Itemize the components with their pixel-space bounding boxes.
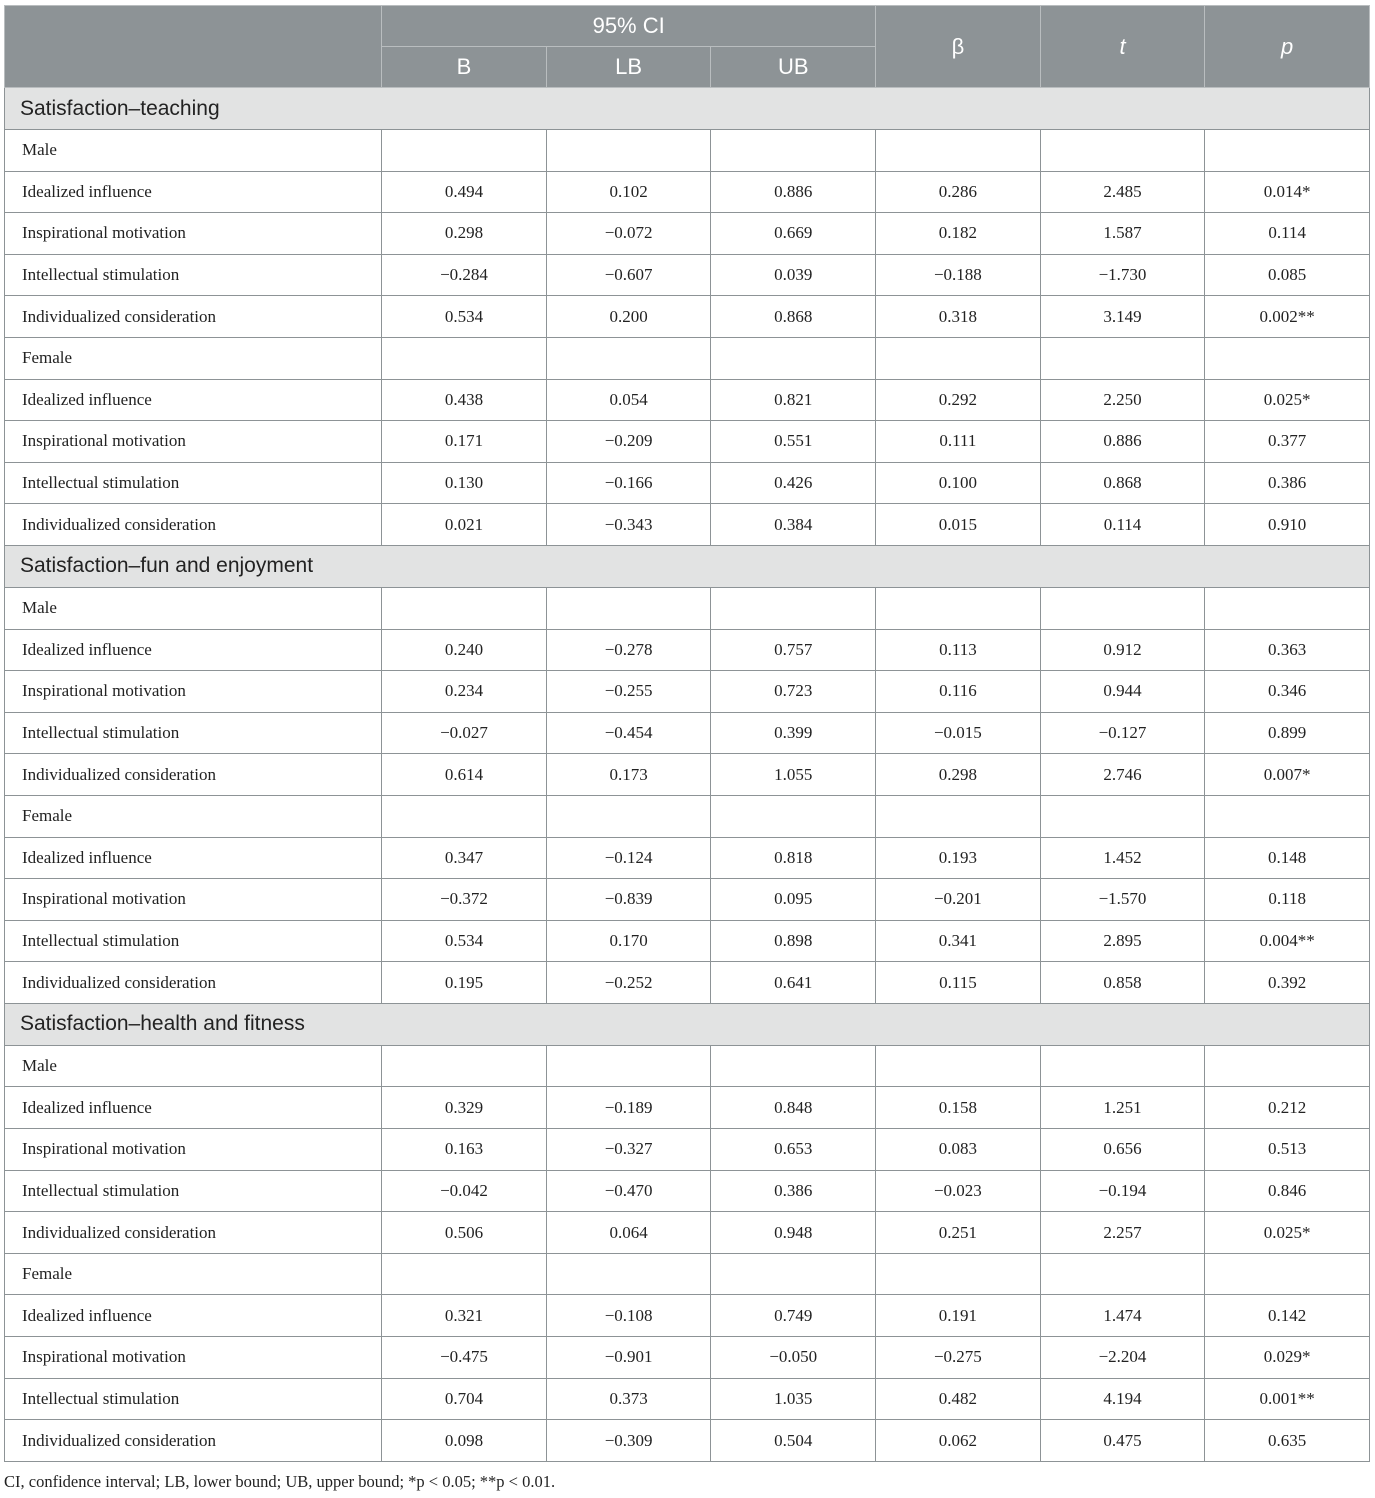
p-value: 0.899 [1205, 712, 1370, 754]
row-label: Inspirational motivation [5, 213, 382, 255]
lb-value: −0.189 [546, 1087, 711, 1129]
header-empty-cell [5, 6, 382, 88]
t-value: 0.944 [1040, 671, 1205, 713]
beta-value: 0.115 [876, 962, 1041, 1004]
p-value: 0.910 [1205, 504, 1370, 546]
row-label: Idealized influence [5, 629, 382, 671]
row-label: Inspirational motivation [5, 421, 382, 463]
table-row [5, 379, 1370, 421]
b-value: 0.321 [382, 1295, 547, 1337]
table-body [5, 88, 1370, 1462]
empty-cell [1040, 1253, 1205, 1295]
empty-cell [876, 130, 1041, 172]
lb-value: −0.839 [546, 879, 711, 921]
p-value: 0.029* [1205, 1337, 1370, 1379]
lb-value: −0.209 [546, 421, 711, 463]
section-title: Satisfaction–fun and enjoyment [5, 545, 1370, 587]
b-value: 0.506 [382, 1212, 547, 1254]
ub-value: 0.848 [711, 1087, 876, 1129]
table-row [5, 213, 1370, 255]
table-header [5, 6, 1370, 88]
p-value: 0.392 [1205, 962, 1370, 1004]
p-value: 0.513 [1205, 1129, 1370, 1171]
ub-value: 0.749 [711, 1295, 876, 1337]
t-value: 0.886 [1040, 421, 1205, 463]
p-value: 0.846 [1205, 1170, 1370, 1212]
row-label: Individualized consideration [5, 962, 382, 1004]
ub-value: 0.384 [711, 504, 876, 546]
beta-value: 0.100 [876, 462, 1041, 504]
t-value: −2.204 [1040, 1337, 1205, 1379]
row-label: Intellectual stimulation [5, 920, 382, 962]
empty-cell [711, 130, 876, 172]
lb-value: 0.373 [546, 1378, 711, 1420]
beta-value: 0.116 [876, 671, 1041, 713]
beta-value: −0.015 [876, 712, 1041, 754]
lb-value: −0.343 [546, 504, 711, 546]
section-header-row [5, 545, 1370, 587]
empty-cell [546, 337, 711, 379]
t-value: 2.895 [1040, 920, 1205, 962]
group-row [5, 130, 1370, 172]
lb-value: −0.454 [546, 712, 711, 754]
p-value: 0.142 [1205, 1295, 1370, 1337]
table-footnote: CI, confidence interval; LB, lower bound; UB, upper bound; *p < 0.05; **p < 0.01. [4, 1472, 556, 1491]
p-value: 0.118 [1205, 879, 1370, 921]
ub-value: 0.723 [711, 671, 876, 713]
t-value: 0.858 [1040, 962, 1205, 1004]
header-ub: UB [711, 47, 876, 88]
empty-cell [876, 795, 1041, 837]
lb-value: −0.255 [546, 671, 711, 713]
header-t: t [1040, 6, 1205, 88]
b-value: 0.021 [382, 504, 547, 546]
empty-cell [876, 1253, 1041, 1295]
group-row [5, 587, 1370, 629]
table-row [5, 837, 1370, 879]
empty-cell [876, 337, 1041, 379]
table-row [5, 254, 1370, 296]
lb-value: −0.470 [546, 1170, 711, 1212]
ub-value: −0.050 [711, 1337, 876, 1379]
lb-value: 0.054 [546, 379, 711, 421]
ub-value: 1.035 [711, 1378, 876, 1420]
header-row-top [5, 6, 1370, 47]
row-label: Idealized influence [5, 837, 382, 879]
t-value: 0.475 [1040, 1420, 1205, 1462]
lb-value: 0.173 [546, 754, 711, 796]
p-value: 0.377 [1205, 421, 1370, 463]
empty-cell [711, 337, 876, 379]
p-value: 0.085 [1205, 254, 1370, 296]
header-ci: 95% CI [382, 6, 876, 47]
ub-value: 0.818 [711, 837, 876, 879]
beta-value: 0.113 [876, 629, 1041, 671]
empty-cell [1040, 795, 1205, 837]
b-value: 0.614 [382, 754, 547, 796]
header-p: p [1205, 6, 1370, 88]
t-value: 1.587 [1040, 213, 1205, 255]
t-value: 0.114 [1040, 504, 1205, 546]
empty-cell [1205, 337, 1370, 379]
t-value: 1.474 [1040, 1295, 1205, 1337]
t-value: −1.730 [1040, 254, 1205, 296]
lb-value: −0.278 [546, 629, 711, 671]
empty-cell [382, 1045, 547, 1087]
t-value: 3.149 [1040, 296, 1205, 338]
ub-value: 0.653 [711, 1129, 876, 1171]
beta-value: 0.062 [876, 1420, 1041, 1462]
row-label: Individualized consideration [5, 504, 382, 546]
b-value: 0.163 [382, 1129, 547, 1171]
p-value: 0.114 [1205, 213, 1370, 255]
p-value: 0.212 [1205, 1087, 1370, 1129]
beta-value: 0.286 [876, 171, 1041, 213]
beta-value: 0.482 [876, 1378, 1041, 1420]
header-b: B [382, 47, 547, 88]
b-value: 0.130 [382, 462, 547, 504]
empty-cell [546, 1045, 711, 1087]
ub-value: 0.669 [711, 213, 876, 255]
lb-value: −0.327 [546, 1129, 711, 1171]
p-value: 0.148 [1205, 837, 1370, 879]
ub-value: 0.898 [711, 920, 876, 962]
lb-value: −0.901 [546, 1337, 711, 1379]
p-value: 0.014* [1205, 171, 1370, 213]
row-label: Individualized consideration [5, 1420, 382, 1462]
p-value: 0.363 [1205, 629, 1370, 671]
p-value: 0.635 [1205, 1420, 1370, 1462]
b-value: 0.704 [382, 1378, 547, 1420]
beta-value: 0.292 [876, 379, 1041, 421]
row-label: Idealized influence [5, 1087, 382, 1129]
empty-cell [1040, 587, 1205, 629]
group-label: Female [5, 1253, 382, 1295]
ub-value: 0.399 [711, 712, 876, 754]
table-row [5, 1420, 1370, 1462]
empty-cell [876, 587, 1041, 629]
beta-value: 0.111 [876, 421, 1041, 463]
row-label: Inspirational motivation [5, 1129, 382, 1171]
p-value: 0.386 [1205, 462, 1370, 504]
table-row [5, 504, 1370, 546]
b-value: 0.171 [382, 421, 547, 463]
empty-cell [1205, 795, 1370, 837]
t-value: 0.912 [1040, 629, 1205, 671]
ub-value: 0.386 [711, 1170, 876, 1212]
row-label: Idealized influence [5, 379, 382, 421]
empty-cell [382, 337, 547, 379]
b-value: 0.347 [382, 837, 547, 879]
b-value: −0.027 [382, 712, 547, 754]
beta-value: 0.298 [876, 754, 1041, 796]
row-label: Idealized influence [5, 171, 382, 213]
section-title: Satisfaction–teaching [5, 88, 1370, 130]
beta-value: −0.188 [876, 254, 1041, 296]
row-label: Intellectual stimulation [5, 1378, 382, 1420]
t-value: 1.452 [1040, 837, 1205, 879]
lb-value: −0.166 [546, 462, 711, 504]
lb-value: −0.309 [546, 1420, 711, 1462]
beta-value: 0.341 [876, 920, 1041, 962]
group-label: Male [5, 130, 382, 172]
t-value: −1.570 [1040, 879, 1205, 921]
t-value: −0.127 [1040, 712, 1205, 754]
header-lb: LB [546, 47, 711, 88]
t-value: −0.194 [1040, 1170, 1205, 1212]
group-label: Female [5, 795, 382, 837]
table-row [5, 1337, 1370, 1379]
b-value: 0.438 [382, 379, 547, 421]
section-header-row [5, 1003, 1370, 1045]
ub-value: 0.821 [711, 379, 876, 421]
empty-cell [546, 587, 711, 629]
table-row [5, 1129, 1370, 1171]
empty-cell [382, 795, 547, 837]
empty-cell [1205, 587, 1370, 629]
table-row [5, 671, 1370, 713]
lb-value: −0.108 [546, 1295, 711, 1337]
t-value: 2.485 [1040, 171, 1205, 213]
t-value: 2.257 [1040, 1212, 1205, 1254]
p-value: 0.025* [1205, 379, 1370, 421]
row-label: Intellectual stimulation [5, 254, 382, 296]
lb-value: −0.252 [546, 962, 711, 1004]
empty-cell [546, 130, 711, 172]
beta-value: 0.251 [876, 1212, 1041, 1254]
group-row [5, 1253, 1370, 1295]
group-label: Male [5, 1045, 382, 1087]
empty-cell [382, 130, 547, 172]
row-label: Intellectual stimulation [5, 1170, 382, 1212]
b-value: −0.372 [382, 879, 547, 921]
row-label: Individualized consideration [5, 754, 382, 796]
lb-value: −0.072 [546, 213, 711, 255]
lb-value: −0.124 [546, 837, 711, 879]
t-value: 0.656 [1040, 1129, 1205, 1171]
regression-table [4, 5, 1370, 1462]
p-value: 0.004** [1205, 920, 1370, 962]
row-label: Individualized consideration [5, 1212, 382, 1254]
p-value: 0.001** [1205, 1378, 1370, 1420]
empty-cell [1040, 130, 1205, 172]
header-beta: β [876, 6, 1041, 88]
group-row [5, 337, 1370, 379]
ub-value: 0.757 [711, 629, 876, 671]
lb-value: 0.200 [546, 296, 711, 338]
b-value: 0.494 [382, 171, 547, 213]
row-label: Idealized influence [5, 1295, 382, 1337]
table-row [5, 712, 1370, 754]
beta-value: 0.191 [876, 1295, 1041, 1337]
empty-cell [711, 795, 876, 837]
table-row [5, 920, 1370, 962]
t-value: 1.251 [1040, 1087, 1205, 1129]
b-value: 0.098 [382, 1420, 547, 1462]
empty-cell [1205, 130, 1370, 172]
beta-value: 0.083 [876, 1129, 1041, 1171]
empty-cell [546, 1253, 711, 1295]
row-label: Inspirational motivation [5, 671, 382, 713]
b-value: 0.298 [382, 213, 547, 255]
section-header-row [5, 88, 1370, 130]
ub-value: 0.551 [711, 421, 876, 463]
ub-value: 0.886 [711, 171, 876, 213]
empty-cell [711, 1045, 876, 1087]
beta-value: −0.275 [876, 1337, 1041, 1379]
table-row [5, 879, 1370, 921]
empty-cell [1040, 1045, 1205, 1087]
t-value: 2.746 [1040, 754, 1205, 796]
empty-cell [382, 1253, 547, 1295]
ub-value: 0.095 [711, 879, 876, 921]
b-value: 0.534 [382, 920, 547, 962]
b-value: −0.042 [382, 1170, 547, 1212]
t-value: 2.250 [1040, 379, 1205, 421]
p-value: 0.002** [1205, 296, 1370, 338]
table-row [5, 421, 1370, 463]
empty-cell [711, 1253, 876, 1295]
table-row [5, 1087, 1370, 1129]
b-value: 0.329 [382, 1087, 547, 1129]
table-row [5, 1212, 1370, 1254]
group-row [5, 795, 1370, 837]
beta-value: 0.182 [876, 213, 1041, 255]
group-row [5, 1045, 1370, 1087]
t-value: 0.868 [1040, 462, 1205, 504]
empty-cell [1040, 337, 1205, 379]
beta-value: −0.201 [876, 879, 1041, 921]
empty-cell [382, 587, 547, 629]
table-row [5, 1170, 1370, 1212]
empty-cell [711, 587, 876, 629]
table-row [5, 754, 1370, 796]
lb-value: 0.170 [546, 920, 711, 962]
table-row [5, 962, 1370, 1004]
p-value: 0.346 [1205, 671, 1370, 713]
row-label: Intellectual stimulation [5, 462, 382, 504]
empty-cell [1205, 1253, 1370, 1295]
row-label: Individualized consideration [5, 296, 382, 338]
table-row [5, 462, 1370, 504]
ub-value: 0.039 [711, 254, 876, 296]
lb-value: −0.607 [546, 254, 711, 296]
beta-value: 0.318 [876, 296, 1041, 338]
ub-value: 1.055 [711, 754, 876, 796]
p-value: 0.025* [1205, 1212, 1370, 1254]
empty-cell [1205, 1045, 1370, 1087]
beta-value: 0.193 [876, 837, 1041, 879]
row-label: Inspirational motivation [5, 1337, 382, 1379]
lb-value: 0.064 [546, 1212, 711, 1254]
table-row [5, 296, 1370, 338]
b-value: −0.475 [382, 1337, 547, 1379]
row-label: Intellectual stimulation [5, 712, 382, 754]
regression-table-container [4, 5, 1370, 1462]
ub-value: 0.868 [711, 296, 876, 338]
lb-value: 0.102 [546, 171, 711, 213]
ub-value: 0.948 [711, 1212, 876, 1254]
table-row [5, 1378, 1370, 1420]
b-value: 0.534 [382, 296, 547, 338]
b-value: 0.234 [382, 671, 547, 713]
ub-value: 0.504 [711, 1420, 876, 1462]
b-value: −0.284 [382, 254, 547, 296]
group-label: Female [5, 337, 382, 379]
empty-cell [876, 1045, 1041, 1087]
p-value: 0.007* [1205, 754, 1370, 796]
t-value: 4.194 [1040, 1378, 1205, 1420]
table-row [5, 629, 1370, 671]
b-value: 0.195 [382, 962, 547, 1004]
group-label: Male [5, 587, 382, 629]
beta-value: −0.023 [876, 1170, 1041, 1212]
section-title: Satisfaction–health and fitness [5, 1003, 1370, 1045]
empty-cell [546, 795, 711, 837]
b-value: 0.240 [382, 629, 547, 671]
ub-value: 0.641 [711, 962, 876, 1004]
row-label: Inspirational motivation [5, 879, 382, 921]
table-row [5, 1295, 1370, 1337]
table-row [5, 171, 1370, 213]
ub-value: 0.426 [711, 462, 876, 504]
beta-value: 0.015 [876, 504, 1041, 546]
beta-value: 0.158 [876, 1087, 1041, 1129]
